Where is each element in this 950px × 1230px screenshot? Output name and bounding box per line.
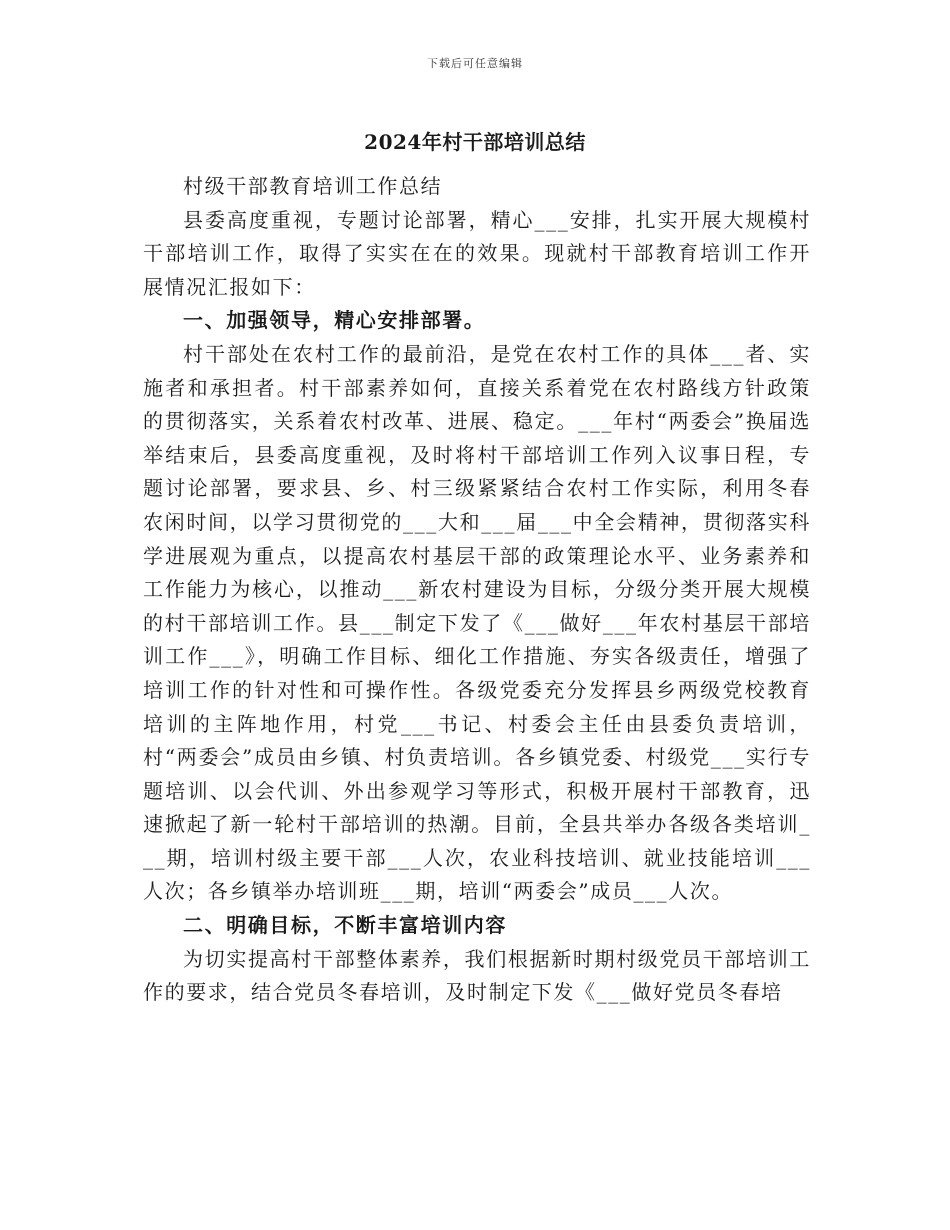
subtitle-paragraph: 村级干部教育培训工作总结 — [183, 174, 443, 198]
section-heading-1: 一、加强领导，精心安排部署。 — [183, 308, 486, 333]
document-title: 2024年村干部培训总结 — [364, 130, 586, 154]
section-2-paragraph: 为切实提高村干部整体素养，我们根据新时期村级党员干部培训工作的要求，结合党员冬春培训，及时制定下发《___做好党员冬春培 — [143, 946, 811, 1005]
document-body — [143, 170, 811, 1010]
header-note: 下载后可任意编辑 — [427, 57, 523, 70]
section-1-paragraph: 村干部处在农村工作的最前沿，是党在农村工作的具体___者、实施者和承担者。村干部素养如何，直接关系着党在农村路线方针政策的贯彻落实，关系着农村改革、进展、稳定。___年村“两委会”换届选举结束后，县委高度重视，及时将村干部培训工作列入议事日程，专题讨论部署，要求县、乡、村三级紧紧结合农村工作实际，利用冬春农闲时间，以学习贯彻党的___大和___届___中全会精神，贯彻落实科学进展观为重点，以提高农村基层干部的政策理论水平、业务素养和工作能力为核心，以推动___新农村建设为目标，分级分类开展大规模的村干部培训工作。县___制定下发了《___做好___年农村基层干部培训工作___》，明确工作目标、细化工作措施、夯实各级责任，增强了培训工作的针对性和可操作性。各级党委充分发挥县乡两级党校教育培训的主阵地作用，村党___书记、村委会主任由县委负责培训，村“两委会”成员由乡镇、村负责培训。各乡镇党委、村级党___实行专题培训、以会代训、外出参观学习等形式，积极开展村干部教育，迅速掀起了新一轮村干部培训的热潮。目前，全县共举办各级各类培训___期，培训村级主要干部___人次，农业科技培训、就业技能培训___人次；各乡镇举办培训班___期，培训“两委会”成员___人次。 — [143, 341, 811, 904]
section-heading-2: 二、明确目标，不断丰富培训内容 — [183, 913, 507, 938]
intro-paragraph: 县委高度重视，专题讨论部署，精心___安排，扎实开展大规模村干部培训工作，取得了实实在在的效果。现就村干部教育培训工作开展情况汇报如下： — [143, 207, 811, 299]
